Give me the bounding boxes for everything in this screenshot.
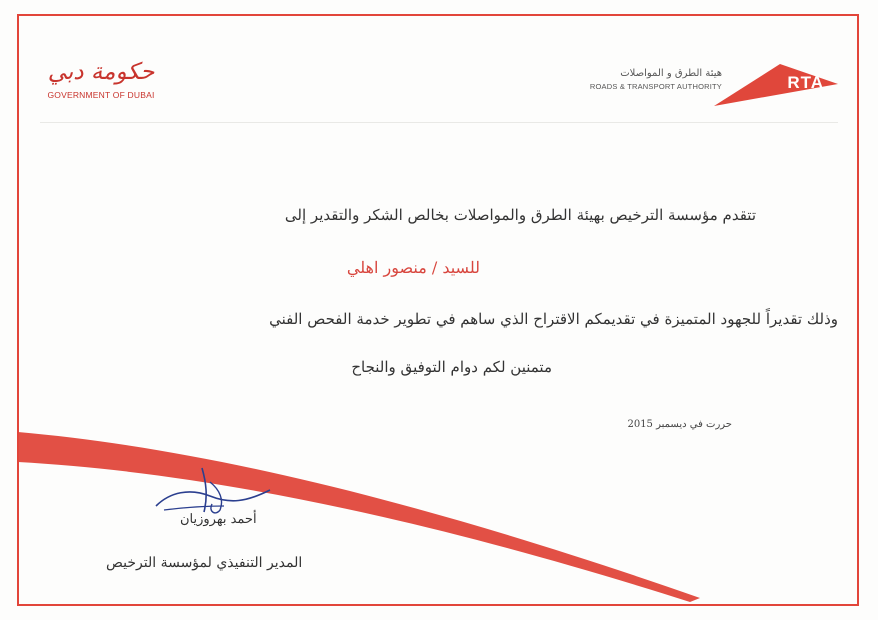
rta-abbreviation: RTA [787, 73, 824, 92]
gov-logo-english: GOVERNMENT OF DUBAI [47, 90, 155, 100]
rta-name-arabic: هيئة الطرق و المواصلات [620, 68, 722, 79]
signatory-name: أحمد بهروزيان [180, 512, 257, 527]
recipient-name: للسيد / منصور اهلي [346, 258, 480, 277]
intro-text: تتقدم مؤسسة الترخيص بهيئة الطرق والمواصلات بخالص الشكر والتقدير إلى [284, 206, 756, 224]
gov-logo-arabic: حكومة دبي [47, 59, 155, 85]
signatory-title: المدير التنفيذي لمؤسسة الترخيص [106, 555, 303, 571]
wishes-text: متمنين لكم دوام التوفيق والنجاح [351, 358, 552, 376]
issue-date: حررت في ديسمبر 2015 [627, 419, 732, 430]
reason-text: وذلك تقديراً للجهود المتميزة في تقديمكم الاقتراح الذي ساهم في تطوير خدمة الفحص الفني [269, 310, 838, 328]
rta-name-english: ROADS & TRANSPORT AUTHORITY [589, 82, 722, 91]
